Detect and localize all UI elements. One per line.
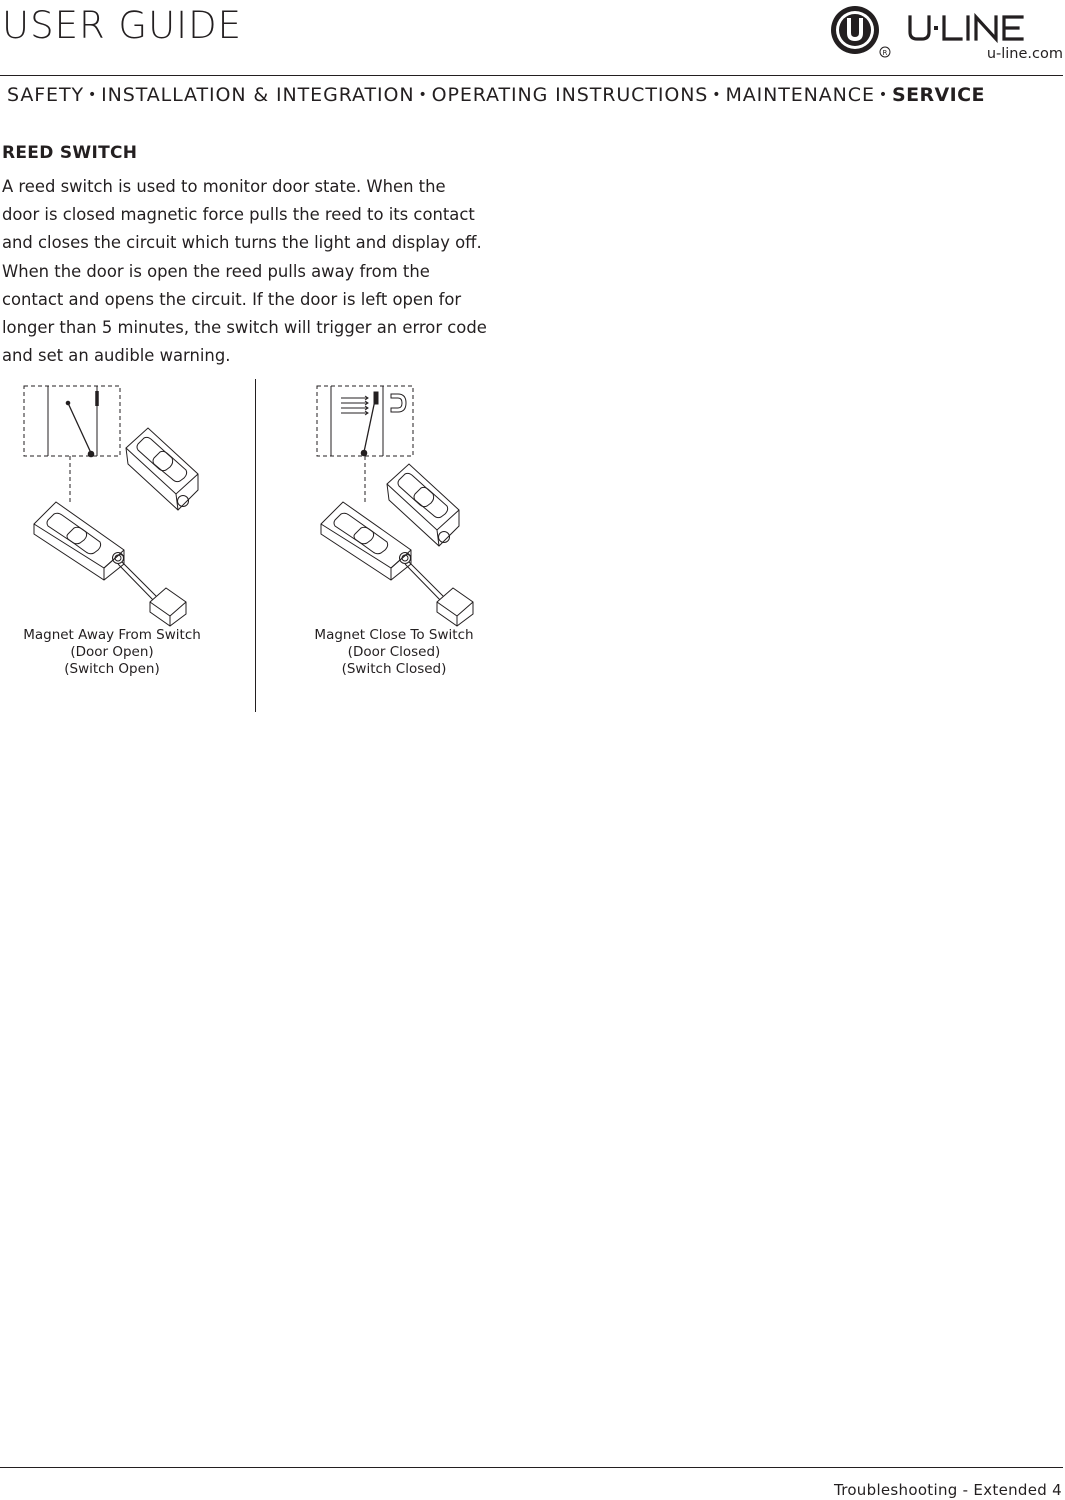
document-title: USER GUIDE (2, 4, 242, 47)
figure-switch-closed (313, 378, 513, 628)
body-line: door is closed magnetic force pulls the reed to its contact (2, 205, 475, 225)
caption-line: (Door Open) (70, 644, 154, 660)
figure-switch-open (20, 378, 220, 628)
reed-switch-open-illustration (20, 378, 220, 628)
figure-divider (255, 379, 256, 712)
nav-item-safety[interactable]: SAFETY (7, 84, 84, 106)
nav-item-installation[interactable]: INSTALLATION & INTEGRATION (101, 84, 415, 106)
nav-item-operating-instructions[interactable]: OPERATING INSTRUCTIONS (431, 84, 709, 106)
section-body (2, 173, 494, 370)
svg-text:R: R (882, 49, 888, 57)
caption-line: (Switch Open) (64, 661, 160, 677)
body-line: and set an audible warning. (2, 346, 231, 366)
body-line: A reed switch is used to monitor door state. When the (2, 177, 446, 196)
body-line: contact and opens the circuit. If the door is left open for (2, 289, 462, 309)
caption-switch-open (12, 627, 212, 678)
section-navigation (7, 84, 985, 106)
body-line: When the door is open the reed pulls away from the (2, 261, 430, 281)
nav-separator: • (87, 87, 98, 103)
caption-line: Magnet Close To Switch (314, 627, 474, 643)
nav-item-maintenance[interactable]: MAINTENANCE (725, 84, 875, 106)
nav-separator: • (878, 87, 889, 103)
caption-line: Magnet Away From Switch (23, 627, 201, 643)
section-heading: REED SWITCH (2, 143, 138, 163)
reed-switch-closed-illustration (313, 378, 513, 628)
website-url[interactable]: u-line.com (986, 46, 1063, 62)
caption-line: (Door Closed) (347, 644, 441, 660)
footer-page-label: Troubleshooting - Extended 4 (833, 1481, 1062, 1499)
header-divider (0, 75, 1063, 76)
caption-line: (Switch Closed) (341, 661, 447, 677)
nav-separator: • (418, 87, 428, 103)
nav-separator: • (712, 87, 722, 103)
footer-divider (0, 1467, 1063, 1468)
caption-switch-closed (294, 627, 494, 678)
body-line: and closes the circuit which turns the light and display off. (2, 233, 482, 253)
body-line: longer than 5 minutes, the switch will trigger an error code (2, 318, 487, 338)
nav-item-service[interactable]: SERVICE (892, 84, 985, 106)
